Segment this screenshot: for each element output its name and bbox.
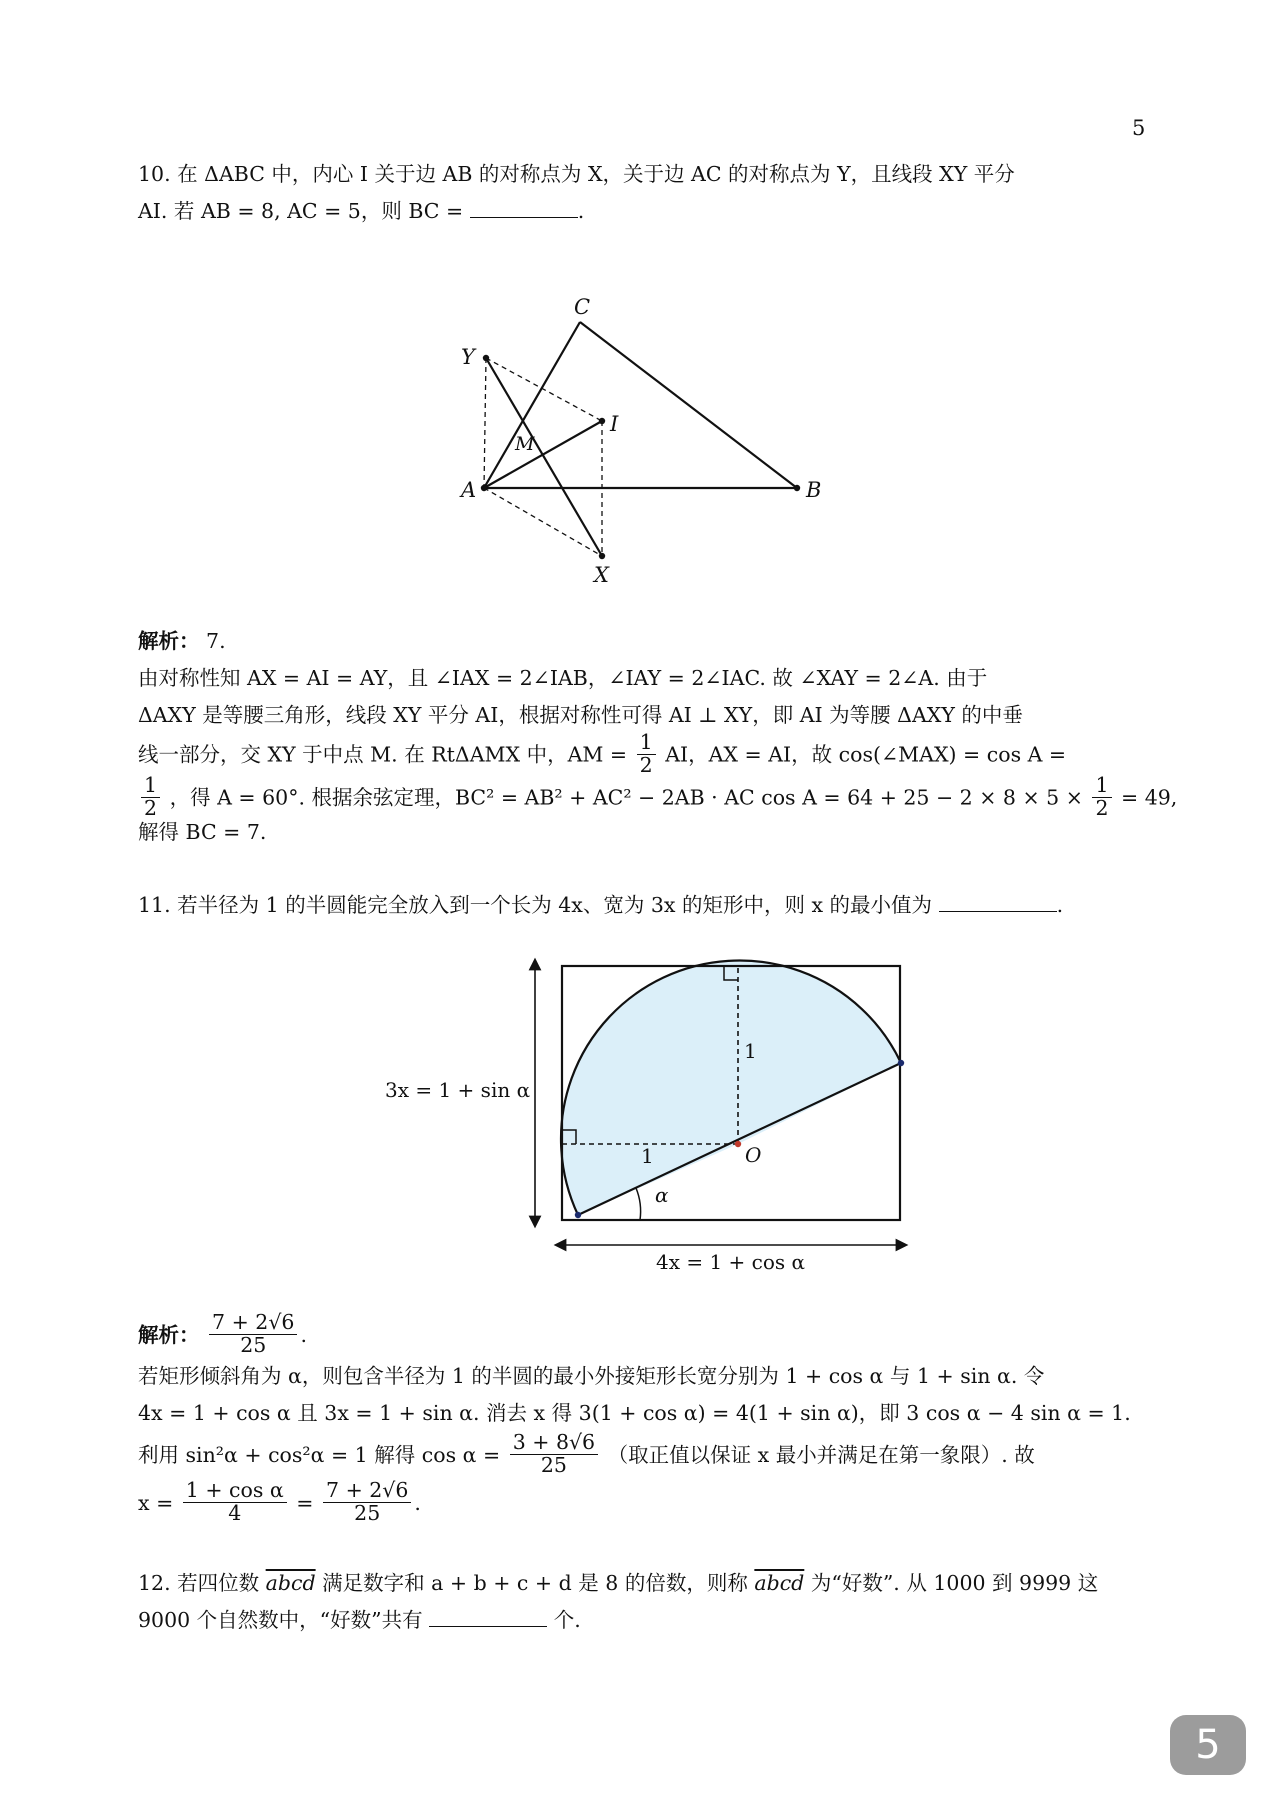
q12-line-2 <box>138 1602 1148 1639</box>
segment-XY <box>486 358 602 556</box>
q12-line-1a: 12. 若四位数 <box>138 1571 260 1595</box>
diameter-end-right <box>898 1060 904 1066</box>
point-X <box>599 553 605 559</box>
sol11-line-3b: （取正值以保证 x 最小并满足在第一象限）. 故 <box>607 1443 1035 1467</box>
solution-11 <box>138 1312 1148 1528</box>
solution-label: 解析： <box>138 1323 200 1347</box>
sol10-head <box>138 623 1148 660</box>
q12-line-1 <box>138 1565 1148 1602</box>
question-11 <box>138 887 1148 924</box>
abcd-overline-2: abcd <box>754 1571 805 1595</box>
x-fraction-2: $\frac{7 + 2√6}{25}$ <box>323 1480 411 1524</box>
point-I <box>599 418 605 424</box>
q10-line-2-text: AI. 若 AB = 8, AC = 5，则 BC = <box>138 199 470 223</box>
fraction-half-3: $\frac{1}{2}$ <box>1092 775 1111 819</box>
cos-fraction: $\frac{3 + 8√6}{25}$ <box>510 1432 598 1476</box>
sol11-line-3 <box>138 1432 1148 1478</box>
fraction-half-2: $\frac{1}{2}$ <box>141 775 160 819</box>
sol11-end: . <box>414 1491 421 1515</box>
label-radius-horizontal: 1 <box>641 1144 654 1168</box>
sol11-line-4a: x = <box>138 1491 174 1515</box>
x-fraction-1: $\frac{\text{1 + cos α}}{4}$ <box>183 1480 287 1524</box>
dashed-AX <box>484 488 602 556</box>
solution-10 <box>138 623 1178 851</box>
label-I: I <box>610 412 619 436</box>
answer-blank-12 <box>429 1625 547 1627</box>
label-A: A <box>461 478 477 502</box>
abcd-overline-1: abcd <box>265 1571 316 1595</box>
solution-answer: 7. <box>206 629 226 653</box>
center-point <box>735 1141 741 1147</box>
label-width: 4x = 1 + cos α <box>656 1250 806 1274</box>
point-B <box>794 485 800 491</box>
question-12 <box>138 1565 1148 1639</box>
q12-line-1c: 为“好数”. 从 1000 到 9999 这 <box>810 1571 1099 1595</box>
q10-line-1: 10. 在 ΔABC 中，内心 I 关于边 AB 的对称点为 X，关于边 AC 的对称点为 Y，且线段 XY 平分 <box>138 162 1015 186</box>
label-radius-vertical: 1 <box>744 1039 757 1063</box>
dashed-YA <box>484 358 486 488</box>
answer-end: . <box>300 1323 307 1347</box>
sol10-line-1: 由对称性知 AX = AI = AY，且 ∠IAX = 2∠IAB，∠IAY = 2∠IAC. 故 ∠XAY = 2∠A. 由于 <box>138 666 988 690</box>
sol11-head <box>138 1312 1148 1358</box>
point-Y <box>483 355 489 361</box>
figure-triangle <box>0 0 1280 620</box>
point-A <box>481 485 487 491</box>
diameter-end-left <box>575 1212 581 1218</box>
label-M: M <box>515 433 535 455</box>
fraction-half: $\frac{1}{2}$ <box>637 732 656 776</box>
sol10-line-2: ΔAXY 是等腰三角形，线段 XY 平分 AI，根据对称性可得 AI ⊥ XY，即 AI 为等腰 ΔAXY 的中垂 <box>138 703 1023 727</box>
q12-line-2b: 个. <box>547 1608 581 1632</box>
figure-semicircle <box>0 940 1280 1280</box>
sol10-line-3b: AI，AX = AI，故 cos(∠MAX) = cos A = <box>665 742 1067 767</box>
q12-line-1b: 满足数字和 a + b + c + d 是 8 的倍数，则称 <box>322 1571 748 1595</box>
label-height: 3x = 1 + sin α <box>385 1078 531 1102</box>
q12-line-2a: 9000 个自然数中，“好数”共有 <box>138 1608 430 1632</box>
sol10-line-4 <box>138 773 1178 820</box>
sol10-line-3a: 线一部分，交 XY 于中点 M. 在 RtΔAMX 中，AM = <box>138 742 628 767</box>
answer-fraction: $\frac{7 + 2√6}{25}$ <box>209 1312 297 1356</box>
answer-blank-11 <box>939 910 1057 912</box>
q10-end: . <box>577 199 585 223</box>
label-C: C <box>574 295 591 319</box>
solution-label: 解析： <box>138 629 200 653</box>
label-Y: Y <box>461 345 475 369</box>
sol11-line-1: 若矩形倾斜角为 α，则包含半径为 1 的半圆的最小外接矩形长宽分别为 1 + cos α 与 1 + sin α. 令 <box>138 1364 1045 1388</box>
page-number: 5 <box>1132 116 1146 140</box>
page-badge[interactable]: 5 <box>1170 1715 1246 1775</box>
sol11-line-3a: 利用 sin²α + cos²α = 1 解得 cos α = <box>138 1443 501 1467</box>
label-X: X <box>594 563 609 587</box>
label-center-O: O <box>745 1143 762 1167</box>
sol10-line-3 <box>138 730 1148 777</box>
sol10-line-4a: ，得 A = 60°. 根据余弦定理，BC² = AB² + AC² − 2AB · AC cos A = 64 + 25 − 2 × 8 × 5 × <box>169 785 1083 810</box>
equals: = <box>296 1491 314 1515</box>
sol11-line-4 <box>138 1478 1148 1528</box>
segment-AC <box>484 322 580 488</box>
q11-line <box>138 887 1148 924</box>
q11-text: 11. 若半径为 1 的半圆能完全放入到一个长为 4x、宽为 3x 的矩形中，则 x 的最小值为 <box>138 893 939 917</box>
sol10-line-4b: = 49, <box>1121 785 1178 810</box>
angle-arc <box>636 1188 641 1220</box>
q11-end: . <box>1056 893 1064 917</box>
label-B: B <box>806 478 822 502</box>
sol10-line-5: 解得 BC = 7. <box>138 820 267 844</box>
label-angle: α <box>655 1183 669 1207</box>
segment-CB <box>580 322 797 488</box>
sol11-line-2: 4x = 1 + cos α 且 3x = 1 + sin α. 消去 x 得 3(1 + cos α) = 4(1 + sin α)，即 3 cos α − 4 sin α = 1. <box>138 1401 1131 1425</box>
